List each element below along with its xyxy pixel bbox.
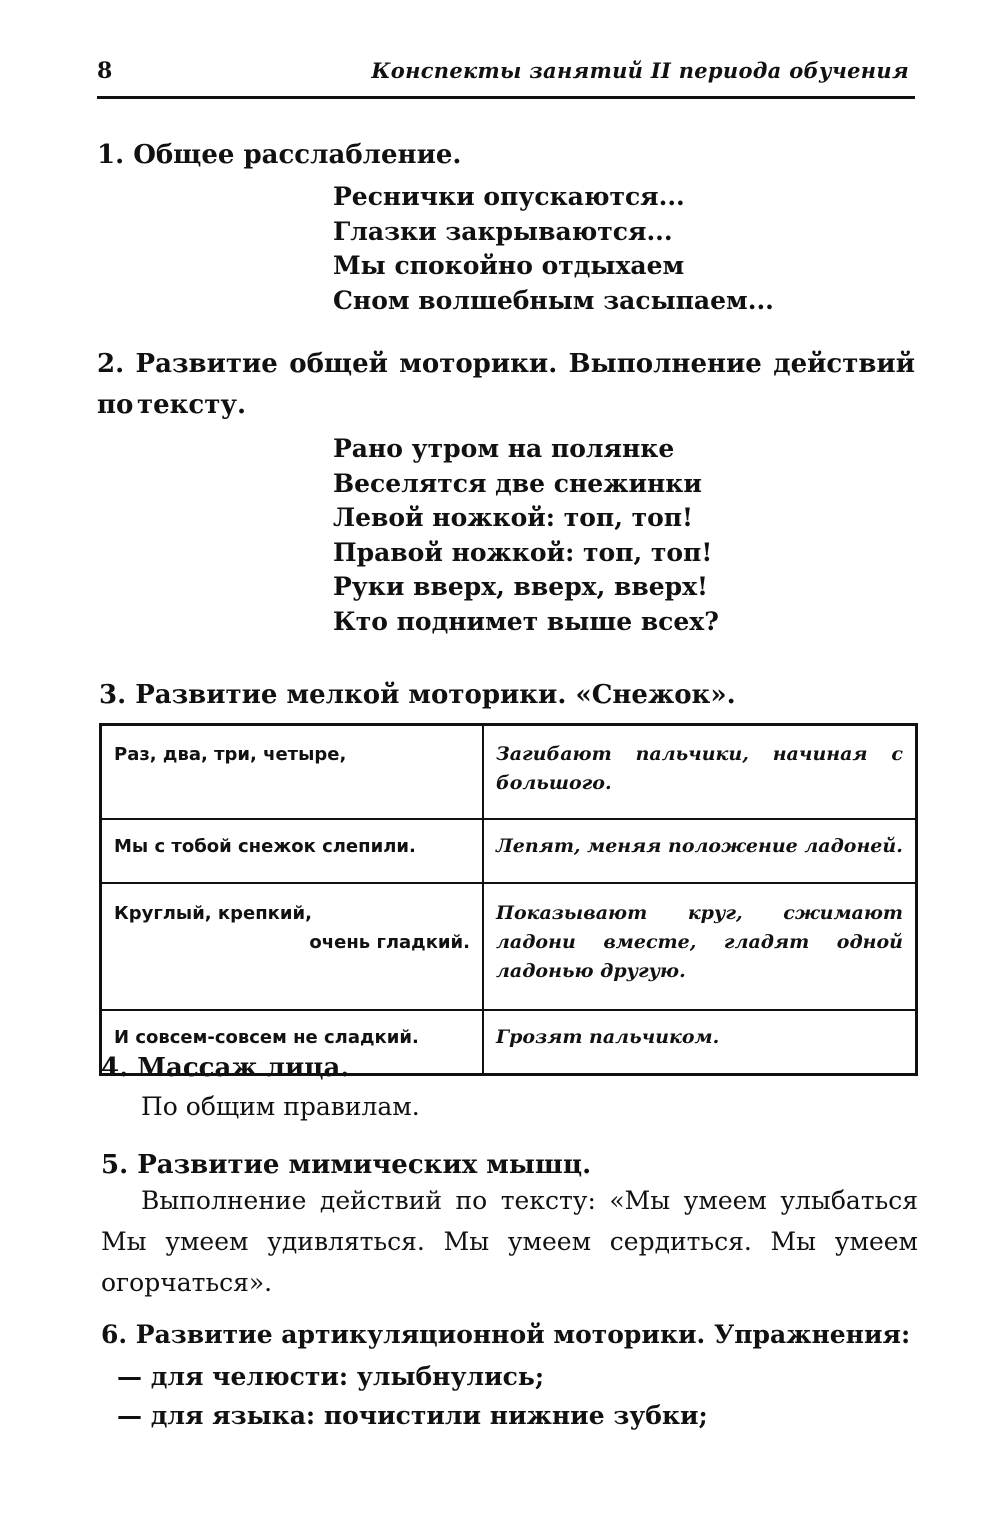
- table-cell-words: Мы с тобой снежок слепили.: [101, 819, 484, 883]
- table-cell-action: Загибают пальчики, начиная с большого.: [483, 725, 917, 820]
- page-header: [97, 50, 915, 99]
- words-line: очень гладкий.: [309, 932, 470, 953]
- section-1-poem: [333, 180, 774, 318]
- list-item: — для челюсти: улыбнулись;: [117, 1362, 545, 1391]
- table-row: [101, 883, 917, 1010]
- table-cell-words: [101, 883, 484, 1010]
- poem-line: Кто поднимет выше всех?: [333, 606, 719, 636]
- poem-line: Мы спокойно отдыхаем: [333, 251, 685, 280]
- section-5-body: Выполнение действий по тексту: «Мы умеем улыбаться Мы умеем удивляться. Мы умеем сердиться. Мы умеем огорчаться».: [101, 1186, 918, 1297]
- poem-line: Руки вверх, вверх, вверх!: [333, 572, 708, 601]
- table-cell-action: Грозят пальчиком.: [483, 1010, 917, 1075]
- list-item: — для языка: почистили нижние зубки;: [117, 1401, 708, 1430]
- poem-line: Рано утром на полянке: [333, 434, 675, 463]
- section-1-heading: 1. Общее расслабление.: [97, 140, 462, 170]
- table-cell-words: Раз, два, три, четыре,: [101, 725, 484, 820]
- section-4-body: По общим правилам.: [141, 1092, 420, 1121]
- section-4-heading: 4. Массаж лица.: [101, 1053, 350, 1083]
- section-5-heading: 5. Развитие мимических мышц.: [101, 1150, 592, 1180]
- words-line: Круглый, крепкий,: [114, 903, 312, 924]
- poem-line: Левой ножкой: топ, топ!: [333, 503, 694, 532]
- section-6-heading: 6. Развитие артикуляционной моторики. Упражнения:: [101, 1320, 911, 1349]
- section-2-heading: 2. Развитие общей моторики. Выполнение действий по: [97, 349, 915, 420]
- section-3-heading: 3. Развитие мелкой моторики. «Снежок».: [99, 680, 736, 710]
- poem-line: Веселятся две снежинки: [333, 468, 702, 498]
- section-2-poem: [333, 432, 719, 639]
- page-number: 8: [97, 58, 113, 84]
- exercise-table: [99, 723, 918, 1076]
- table-cell-action: Показывают круг, сжимают ладони вместе, гладят одной ладонью другую.: [483, 883, 917, 1010]
- table-row: [101, 725, 917, 820]
- poem-line: Глазки закрываются...: [333, 216, 673, 246]
- table-row: [101, 819, 917, 883]
- section-2-heading-continuation: тексту.: [137, 390, 247, 420]
- poem-line: Реснички опускаются...: [333, 182, 685, 211]
- table-cell-action: Лепят, меняя положение ладоней.: [483, 819, 917, 883]
- poem-line: Правой ножкой: топ, топ!: [333, 537, 713, 567]
- poem-line: Сном волшебным засыпаем...: [333, 285, 774, 315]
- table-cell-words: И совсем-совсем не сладкий.: [101, 1010, 484, 1075]
- running-title: Конспекты занятий II периода обучения: [371, 58, 909, 83]
